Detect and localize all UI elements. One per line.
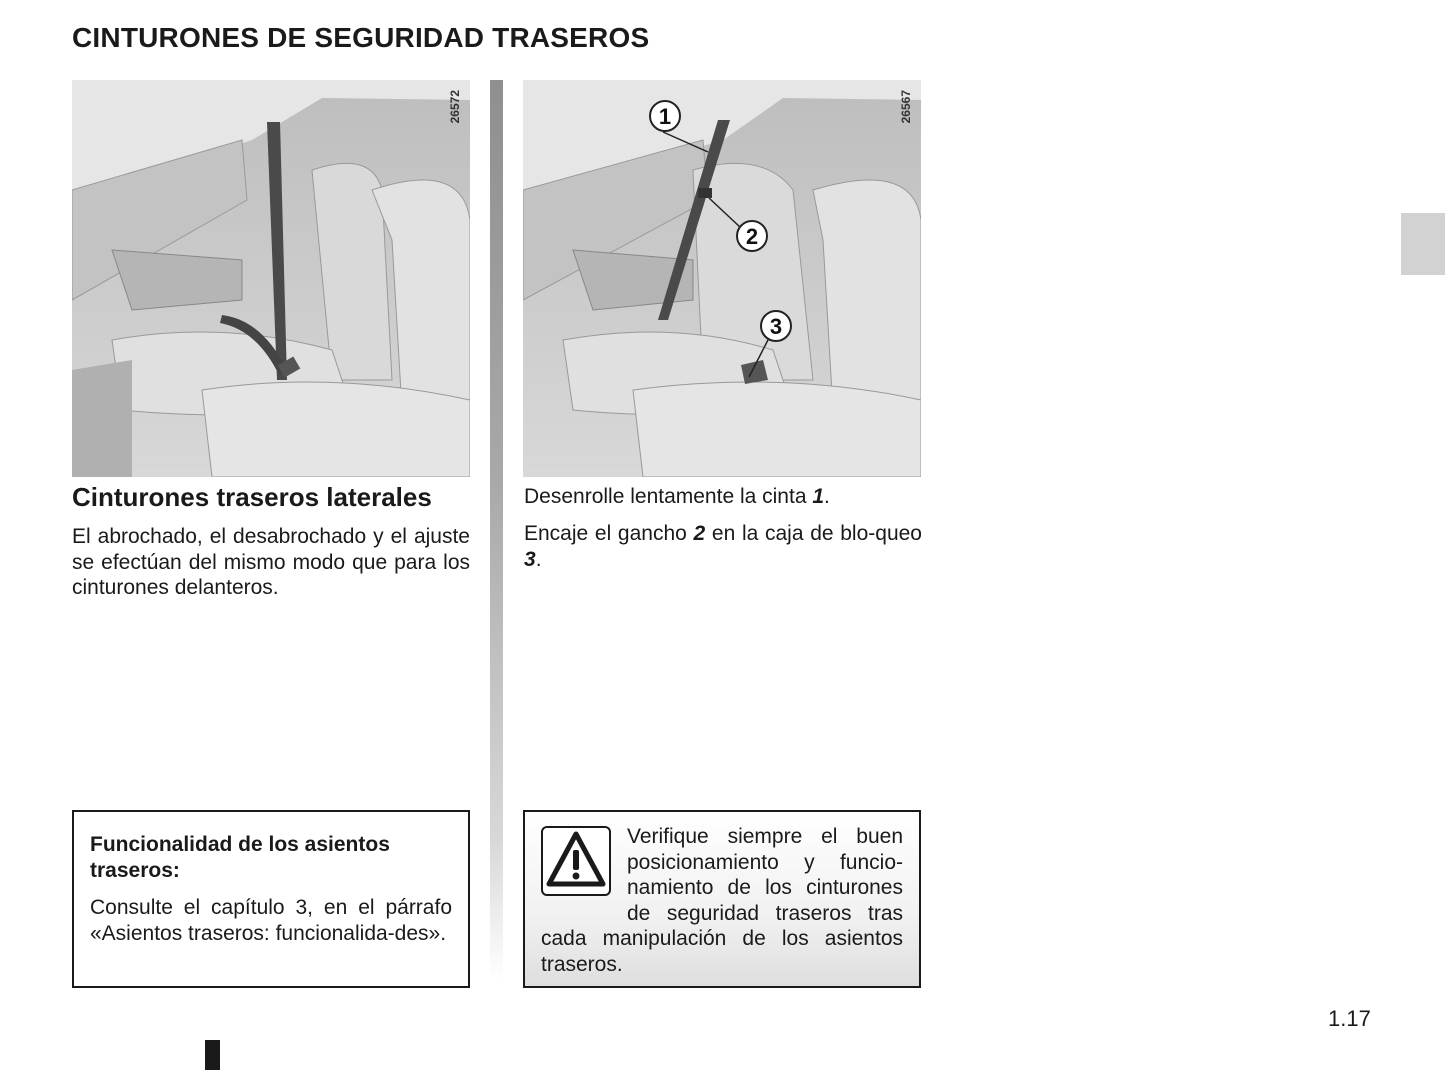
callout-2: 2 xyxy=(745,224,759,249)
step-2-ref-a: 2 xyxy=(693,522,706,545)
bottom-edge-mark xyxy=(205,1040,220,1070)
step-1-text: Desenrolle lentamente la cinta xyxy=(524,485,813,508)
warning-triangle-icon xyxy=(541,826,611,896)
step-1-ref: 1 xyxy=(812,485,825,508)
callout-3: 3 xyxy=(769,314,783,339)
info-box-body: Consulte el capítulo 3, en el párrafo «Asientos traseros: funcionalida-des». xyxy=(90,896,452,945)
rear-seat-callout-illustration xyxy=(523,80,921,477)
rear-seat-illustration xyxy=(72,80,470,477)
lateral-belts-paragraph: El abrochado, el desabrochado y el ajuste se efectúan del mismo modo que para los cinturones delanteros. xyxy=(72,525,470,599)
warning-box-body: Verifique siempre el buen posicionamiento y funcio-namiento de los cinturones de seguridad traseros tras cada manipulación de los asientos traseros. xyxy=(541,825,903,976)
figure-belt-buckle xyxy=(523,80,921,477)
step-2-text-a: Encaje el gancho xyxy=(524,522,694,545)
figure-rear-lateral-belt xyxy=(72,80,470,477)
figure-code: 26572 xyxy=(448,90,462,124)
step-2-text-b: en la caja de blo-queo xyxy=(705,522,922,545)
warning-box xyxy=(523,810,921,988)
info-box-title: Funcionalidad de los asientos traseros: xyxy=(90,833,390,882)
column-divider xyxy=(490,80,503,980)
step-2 xyxy=(524,521,922,572)
chapter-tab xyxy=(1401,213,1445,275)
step-2-ref-b: 3 xyxy=(524,547,536,571)
page-title: CINTURONES DE SEGURIDAD TRASEROS xyxy=(72,22,650,53)
figure-code: 26567 xyxy=(899,90,913,124)
section-heading: Cinturones traseros laterales xyxy=(72,482,432,512)
page-number: 1.17 xyxy=(1328,1006,1371,1031)
step-2-end: . xyxy=(535,547,542,571)
info-box xyxy=(72,810,470,988)
callout-1: 1 xyxy=(658,104,672,129)
step-1 xyxy=(524,484,922,510)
step-1-end: . xyxy=(824,485,830,508)
